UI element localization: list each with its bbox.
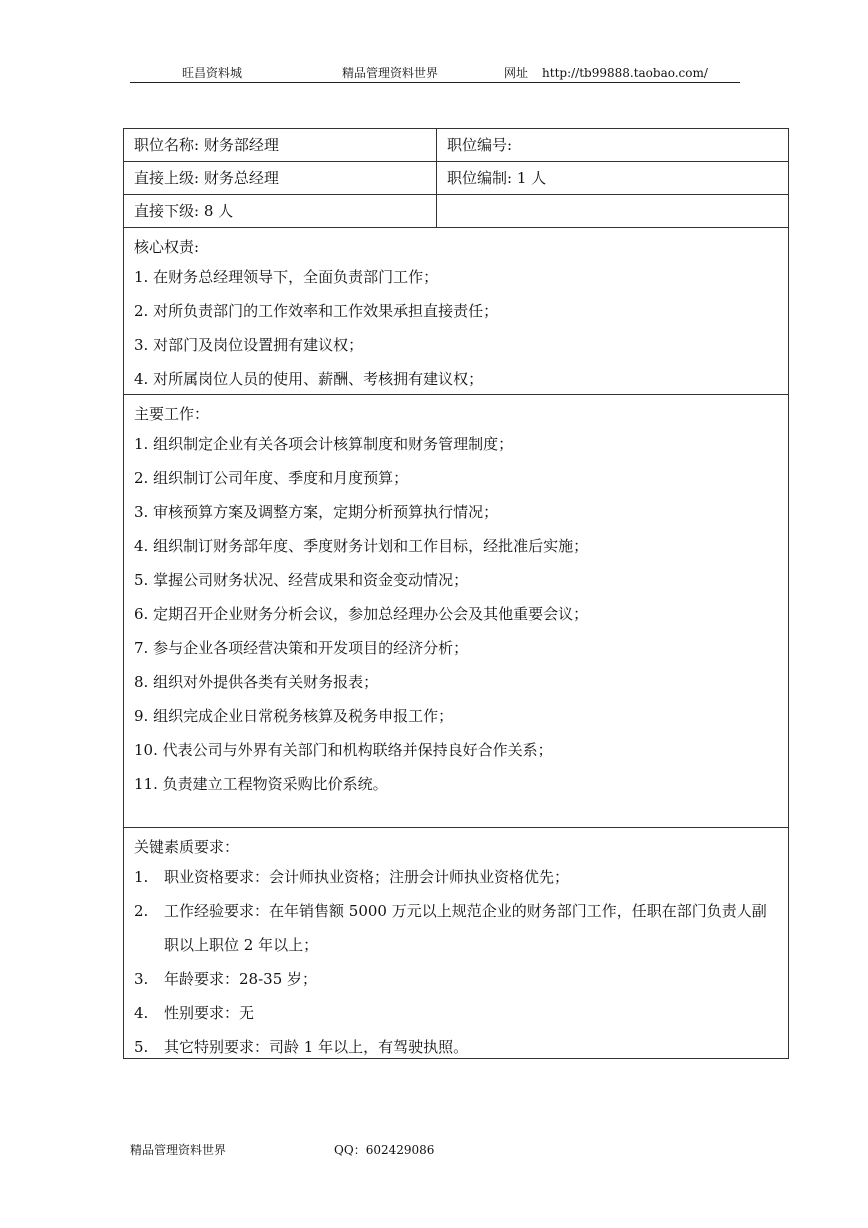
list-item <box>134 962 778 996</box>
item-text: 其它特别要求：司龄 1 年以上，有驾驶执照。 <box>164 1038 469 1056</box>
section-title: 主要工作： <box>134 405 210 423</box>
list-item: 5. 掌握公司财务状况、经营成果和资金变动情况； <box>134 571 469 589</box>
empty-cell <box>437 195 789 228</box>
section-title: 核心权责: <box>134 238 200 256</box>
direct-subordinates-cell: 直接下级: 8 人 <box>124 195 437 228</box>
table-row <box>124 162 789 195</box>
list-item <box>134 860 778 894</box>
list-item: 4. 对所属岗位人员的使用、薪酬、考核拥有建议权； <box>134 370 484 388</box>
item-text: 性别要求：无 <box>164 1004 255 1022</box>
list-item: 10. 代表公司与外界有关部门和机构联络并保持良好合作关系； <box>134 741 553 759</box>
table-row <box>124 228 789 395</box>
item-number: 2. <box>134 902 149 920</box>
header-brand: 旺昌资料城 <box>182 66 243 80</box>
header-slogan: 精品管理资料世界 <box>342 66 439 80</box>
job-description-table <box>123 128 789 1059</box>
list-item: 8. 组织对外提供各类有关财务报表； <box>134 673 379 691</box>
table-row <box>124 195 789 228</box>
list-item: 4. 组织制订财务部年度、季度财务计划和工作目标，经批准后实施； <box>134 537 589 555</box>
page-header <box>130 60 740 83</box>
core-responsibilities-section <box>124 228 789 395</box>
list-item <box>134 894 778 962</box>
header-website <box>504 64 708 81</box>
list-item: 7. 参与企业各项经营决策和开发项目的经济分析； <box>134 639 469 657</box>
position-number-cell: 职位编号: <box>437 129 789 162</box>
position-name-cell: 职位名称: 财务部经理 <box>124 129 437 162</box>
list-item: 11. 负责建立工程物资采购比价系统。 <box>134 775 388 793</box>
list-item: 1. 组织制定企业有关各项会计核算制度和财务管理制度； <box>134 435 514 453</box>
list-item: 3. 对部门及岗位设置拥有建议权； <box>134 336 364 354</box>
headcount-cell: 职位编制: 1 人 <box>437 162 789 195</box>
item-text: 年龄要求：28-35 岁； <box>164 970 318 988</box>
main-work-section <box>124 395 789 828</box>
list-item: 6. 定期召开企业财务分析会议，参加总经理办公会及其他重要会议； <box>134 605 589 623</box>
list-item: 1. 在财务总经理领导下，全面负责部门工作； <box>134 268 439 286</box>
item-number: 5. <box>134 1038 149 1056</box>
list-item: 9. 组织完成企业日常税务核算及税务申报工作； <box>134 707 454 725</box>
list-item: 2. 对所负责部门的工作效率和工作效果承担直接责任； <box>134 302 499 320</box>
item-number: 4. <box>134 1004 149 1022</box>
item-text: 工作经验要求：在年销售额 5000 万元以上规范企业的财务部门工作，任职在部门负责人副职以上职位 2 年以上； <box>164 902 767 954</box>
list-item <box>134 1030 778 1064</box>
item-number: 3. <box>134 970 149 988</box>
table-row <box>124 395 789 828</box>
key-requirements-section <box>124 828 789 1059</box>
footer-slogan: 精品管理资料世界 <box>130 1143 227 1157</box>
item-text: 职业资格要求：会计师执业资格；注册会计师执业资格优先； <box>164 868 570 886</box>
page-footer <box>130 1141 434 1158</box>
footer-qq: QQ：602429086 <box>334 1143 435 1157</box>
table-row <box>124 828 789 1059</box>
list-item: 3. 审核预算方案及调整方案，定期分析预算执行情况； <box>134 503 499 521</box>
item-number: 1. <box>134 868 149 886</box>
table-row <box>124 129 789 162</box>
header-site-label: 网址 <box>504 66 529 80</box>
list-item: 2. 组织制订公司年度、季度和月度预算； <box>134 469 409 487</box>
header-url-link[interactable]: http://tb99888.taobao.com/ <box>542 66 708 80</box>
direct-superior-cell: 直接上级: 财务总经理 <box>124 162 437 195</box>
section-title: 关键素质要求： <box>134 838 240 856</box>
list-item <box>134 996 778 1030</box>
